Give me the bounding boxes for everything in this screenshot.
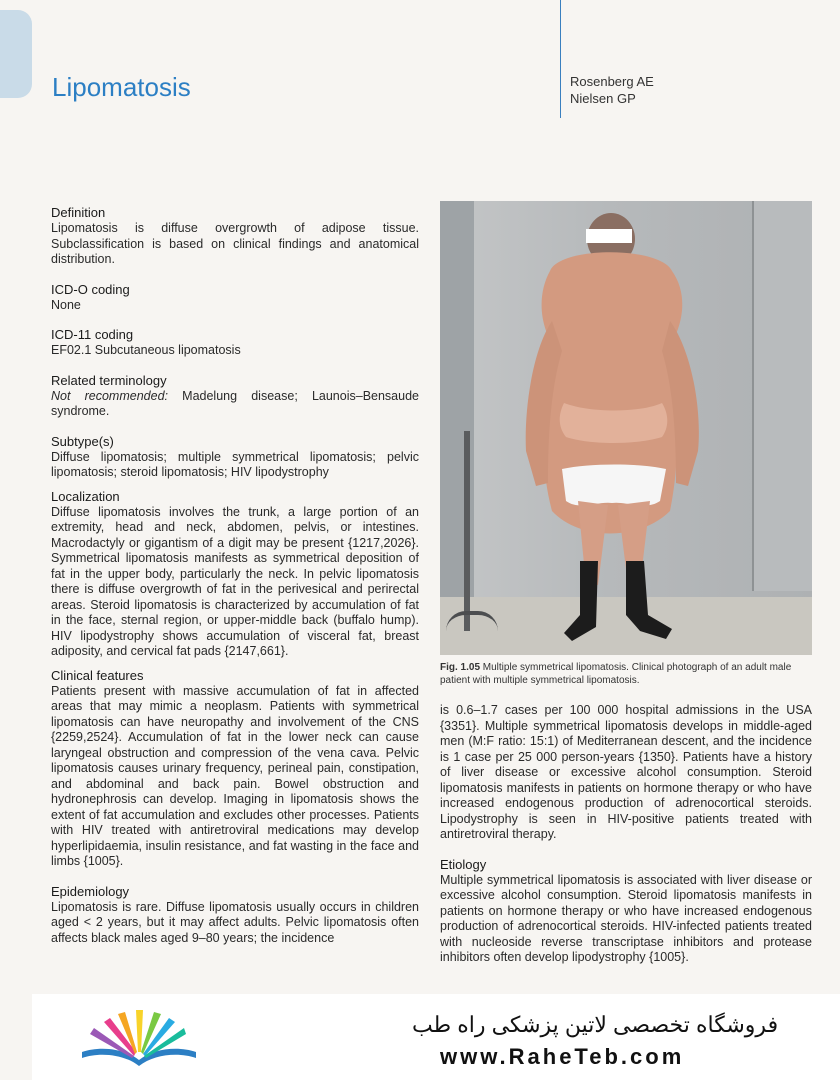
subtypes-text: Diffuse lipomatosis; multiple symmetrical lipomatosis; pelvic lipomatosis; steroid lipomatosis; HIV lipodystrophy bbox=[51, 449, 419, 479]
figure-label: Fig. 1.05 bbox=[440, 662, 481, 673]
epidemiology-text: Lipomatosis is rare. Diffuse lipomatosis usually occurs in children aged < 2 years, but it may affect adults. Pelvic lipomatosis often affects black males aged 9–80 years; the incidence bbox=[51, 899, 419, 945]
icd11-text: EF02.1 Subcutaneous lipomatosis bbox=[51, 343, 241, 357]
terminology-heading: Related terminology bbox=[51, 372, 167, 388]
footer-banner bbox=[32, 994, 840, 1080]
clinical-text: Patients present with massive accumulation of fat in affected areas that may mimic a neoplasm. Patients with symmetrical lipomatosis can have neuropathy and involvement of the CNS {2259,2524}. Accumulation of fat in the lower neck can cause laryngeal obstruction and compression of the vena cava. Pelvic lipomatosis causes urinary frequency, perineal pain, constipation, and abdominal and back pain. Bowel obstruction and hydronephrosis can develop. Imaging in lipomatosis shows the extent of fat accumulation and excludes other processes. Patients with HIV treated with antiretroviral medications may develop hyperlipidaemia, insulin resistance, and fat wasting in the face and limbs {1005}. bbox=[51, 683, 419, 868]
icdo-section bbox=[51, 282, 419, 314]
localization-heading: Localization bbox=[51, 488, 120, 504]
icd11-heading: ICD-11 coding bbox=[51, 327, 134, 342]
icdo-heading: ICD-O coding bbox=[51, 281, 130, 297]
shop-url-link[interactable]: www.RaheTeb.com bbox=[440, 1044, 685, 1069]
definition-heading: Definition bbox=[51, 205, 106, 220]
clinical-section bbox=[51, 668, 419, 870]
terminology-section bbox=[51, 373, 419, 420]
epidemiology-section bbox=[51, 884, 419, 947]
right-column bbox=[440, 703, 812, 974]
epidemiology-heading: Epidemiology bbox=[51, 883, 130, 899]
terminology-terms: Madelung disease; Launois–Bensaude syndrome. bbox=[51, 388, 419, 418]
patient-figure bbox=[440, 201, 812, 655]
page-tab bbox=[0, 10, 32, 98]
figure-caption bbox=[440, 662, 812, 687]
subtypes-section bbox=[51, 434, 419, 481]
left-column bbox=[51, 205, 419, 954]
epidemiology-continued-text: is 0.6–1.7 cases per 100 000 hospital admissions in the USA {3351}. Multiple symmetrical lipomatosis develops in middle-aged men (M:F ratio: 15:1) of Mediterranean descent, and the incidence is 1 case per 25 000 person-years {1350}. Patients have a history of liver disease or excessive alcohol consumption. Steroid lipomatosis manifests in patients on hormone therapy or who have increased endogenous production of adrenocortical steroids. Lipodystrophy is seen in HIV-positive patients treated with antiretroviral therapy. bbox=[440, 703, 812, 841]
book-logo-icon bbox=[74, 1008, 204, 1066]
page-title: Lipomatosis bbox=[52, 72, 191, 102]
icdo-text: None bbox=[51, 297, 81, 312]
authors bbox=[570, 73, 654, 107]
header-divider bbox=[560, 0, 561, 118]
clinical-heading: Clinical features bbox=[51, 667, 144, 683]
localization-section bbox=[51, 489, 419, 660]
localization-text: Diffuse lipomatosis involves the trunk, a large portion of an extremity, head and neck, abdomen, pelvis, or intestines. Macrodactyly or gigantism of a digit may be present {1217,2026}. Symmetrical lipomatosis manifests as symmetrical deposition of fat in the upper body, particularly the neck. In pelvic lipomatosis there is diffuse overgrowth of fat in the perivesical and perirectal areas. Steroid lipomatosis is characterized by accumulation of fat in the face, sternal region, or upper-middle back (buffalo hump). HIV lipodystrophy shows accumulation of visceral fat, breast adiposity, and cervical fat pads {2147,661}. bbox=[51, 504, 419, 658]
shop-name: فروشگاه تخصصی لاتین پزشکی راه طب bbox=[412, 1012, 779, 1037]
etiology-heading: Etiology bbox=[440, 856, 487, 872]
author-name: Rosenberg AE bbox=[570, 74, 654, 89]
epidemiology-continued bbox=[440, 703, 812, 843]
figure-caption-text: Multiple symmetrical lipomatosis. Clinical photograph of an adult male patient with multiple symmetrical lipomatosis. bbox=[440, 662, 792, 686]
etiology-section bbox=[440, 857, 812, 966]
not-recommended-label: Not recommended: bbox=[51, 388, 168, 403]
icd11-section bbox=[51, 327, 419, 359]
author-name: Nielsen GP bbox=[570, 91, 636, 106]
etiology-text: Multiple symmetrical lipomatosis is associated with liver disease or excessive alcohol consumption. Steroid lipomatosis manifests in patients on hormone therapy or who have increased endogenous production of adrenocortical steroids. HIV-infected patients treated with nucleoside reverse transcriptase inhibitors and protease inhibitors often develop lipodystrophy {1005}. bbox=[440, 872, 812, 964]
definition-section bbox=[51, 205, 419, 268]
clinical-photo bbox=[440, 201, 812, 655]
definition-text: Lipomatosis is diffuse overgrowth of adipose tissue. Subclassification is based on clinical findings and anatomical distribution. bbox=[51, 221, 419, 266]
subtypes-heading: Subtype(s) bbox=[51, 433, 114, 449]
terminology-text bbox=[51, 389, 419, 420]
